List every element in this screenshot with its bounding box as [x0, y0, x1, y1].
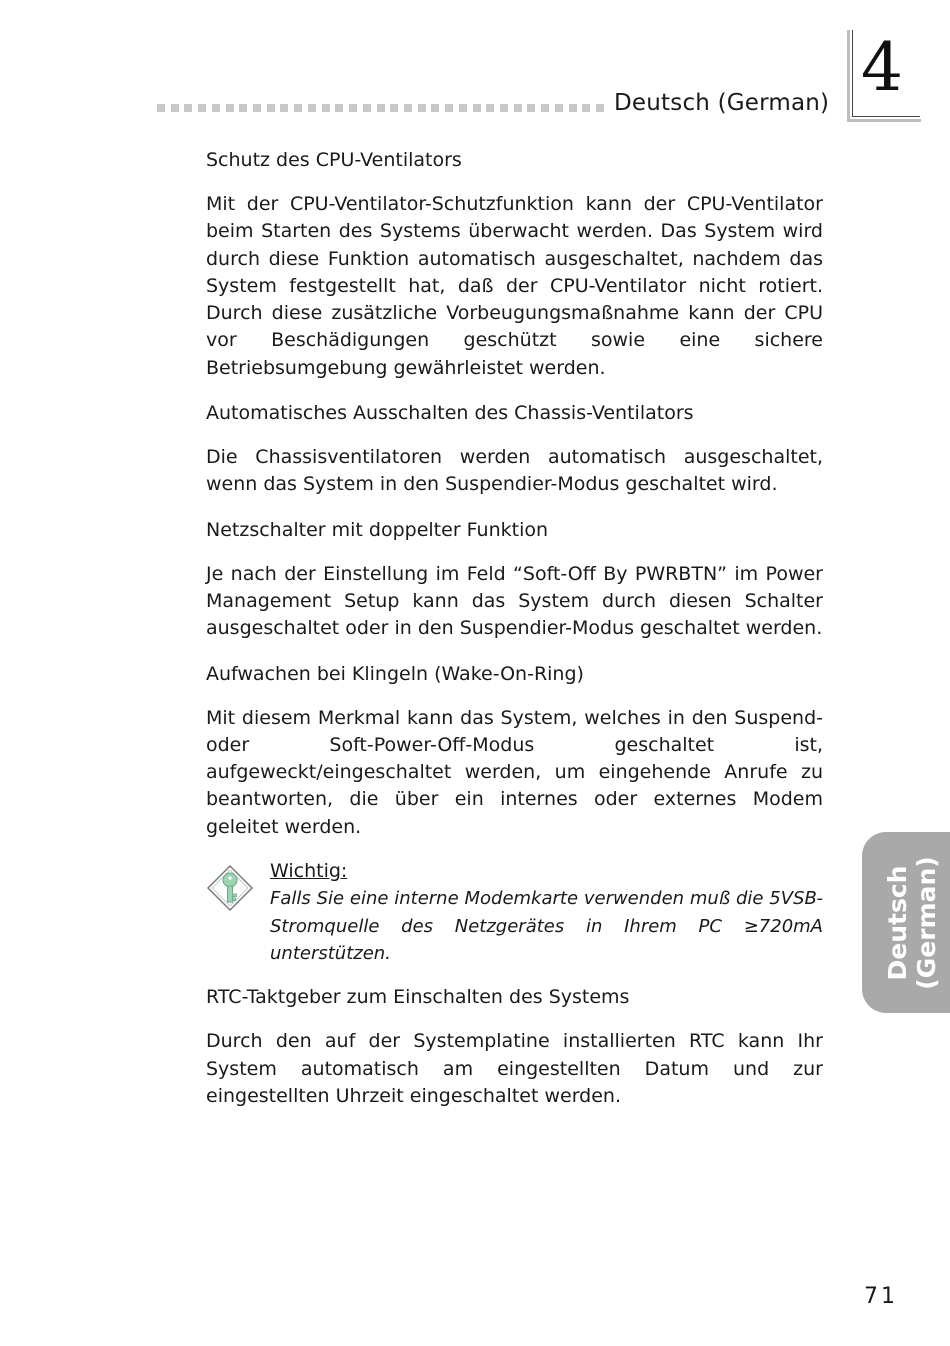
header-dots: [157, 104, 604, 116]
important-note: [206, 858, 823, 967]
note-title: Wichtig:: [270, 860, 348, 883]
section-text-cpu-fan: Mit der CPU-Ventilator-Schutzfunktion kann der CPU-Ventilator beim Starten des Systems überwacht werden. Das System wird durch diese Funktion automatisch ausgeschaltet, nachdem das System festgestellt hat, daß der CPU-Ventilator nicht rotiert. Durch diese zusätzliche Vorbeugungsmaßnahme kann der CPU vor Beschädigungen geschützt sowie eine sichere Betriebsumgebung gewährleistet werden.: [206, 193, 823, 379]
note-text: Falls Sie eine interne Modemkarte verwenden muß die 5VSB-Stromquelle des Netzgerätes in Ihrem PC ≥720mA unterstützen.: [270, 888, 823, 964]
section-text-chassis-fan: Die Chassisventilatoren werden automatisch ausgeschaltet, wenn das System in den Suspendier-Modus geschaltet wird.: [206, 446, 823, 496]
section-heading-rtc: RTC-Taktgeber zum Einschalten des Systems: [206, 986, 630, 1009]
page-number: 71: [864, 1284, 898, 1309]
chapter-number: 4: [861, 29, 903, 106]
section-text-wake-on-ring: Mit diesem Merkmal kann das System, welches in den Suspend- oder Soft-Power-Off-Modus geschaltet ist, aufgeweckt/eingeschaltet werden, um eingehende Anrufe zu beantworten, die über ein internes oder externes Modem geleitet werden.: [206, 706, 823, 838]
side-tab-line1: Deutsch: [883, 865, 912, 980]
section-text-rtc: Durch den auf der Systemplatine installierten RTC kann Ihr System automatisch am eingestellten Datum und zur eingestellten Uhrzeit eingeschaltet werden.: [206, 1030, 823, 1107]
section-text-power-switch: Je nach der Einstellung im Feld “Soft-Off By PWRBTN” im Power Management Setup kann das System durch diesen Schalter ausgeschaltet oder in den Suspendier-Modus geschaltet werden.: [206, 562, 823, 640]
section-heading-cpu-fan: Schutz des CPU-Ventilators: [206, 149, 462, 171]
chapter-marker: [847, 30, 921, 122]
section-heading-wake-on-ring: Aufwachen bei Klingeln (Wake-On-Ring): [206, 662, 584, 685]
language-side-tab: [862, 832, 950, 1013]
key-icon: [206, 864, 254, 912]
header-title: Deutsch (German): [614, 90, 830, 116]
section-heading-power-switch: Netzschalter mit doppelter Funktion: [206, 518, 549, 541]
section-heading-chassis-fan: Automatisches Ausschalten des Chassis-Ventilators: [206, 402, 694, 425]
page-content: [206, 146, 823, 1127]
side-tab-line2: (German): [912, 855, 941, 990]
